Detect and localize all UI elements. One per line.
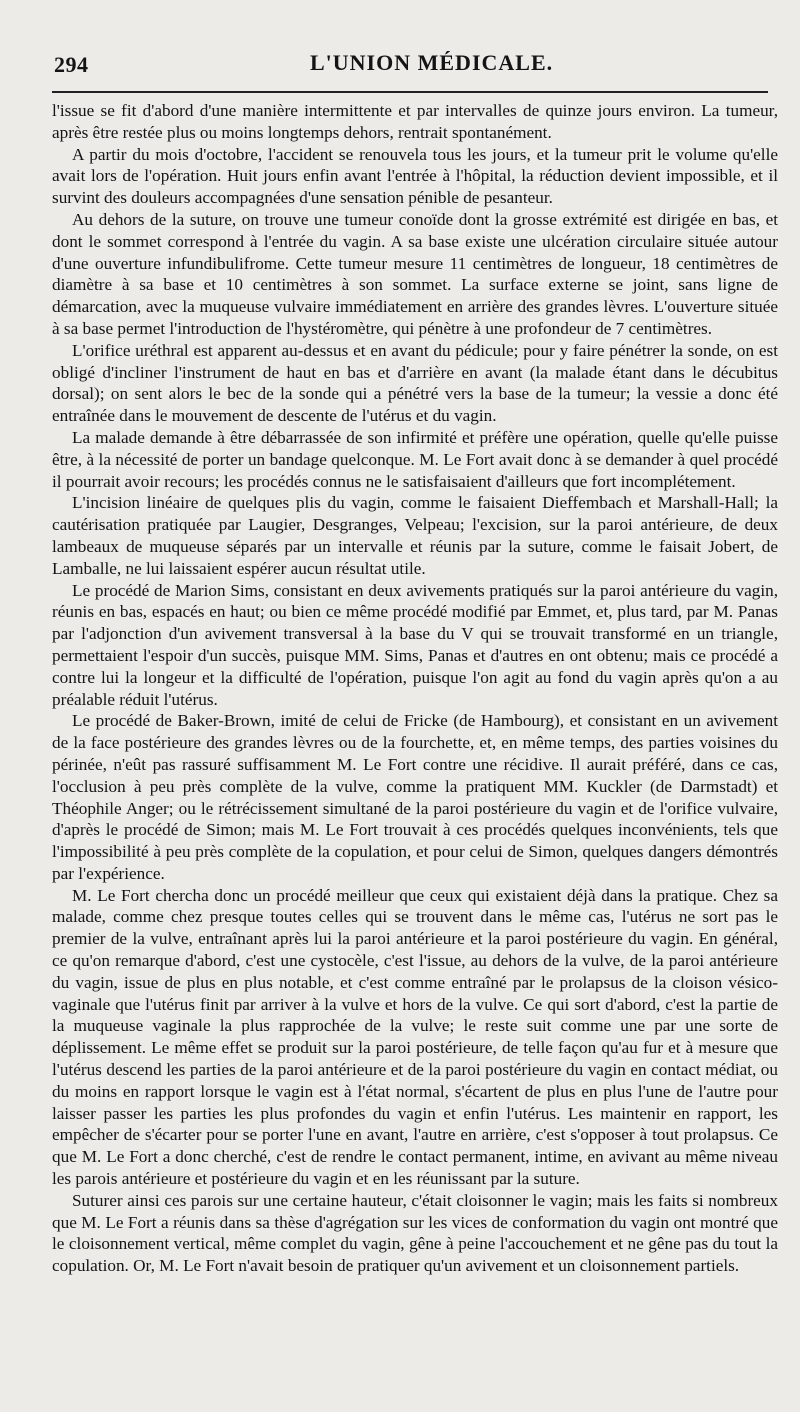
paragraph: La malade demande à être débarrassée de son infirmité et préfère une opération, quelle qu'elle puisse être, à la nécessité de porter un bandage quelconque. M. Le Fort avait donc à se demander à quel procédé il pourrait avoir recours; les procédés connus ne le satisfaisaient d'ailleurs que fort incomplétement. [52,427,778,491]
paragraph: L'incision linéaire de quelques plis du vagin, comme le faisaient Dieffembach et Marshall-Hall; la cautérisation pratiquée par Laugier, Desgranges, Velpeau; l'excision, sur la paroi antérieure, de deux lambeaux de muqueuse séparés par un intervalle et réunis par la suture, comme le faisait Jobert, de Lamballe, ne lui laissaient espérer aucun résultat utile. [52,493,778,578]
paragraph: Le procédé de Marion Sims, consistant en deux avivements pratiqués sur la paroi antérieure du vagin, réunis en bas, espacés en haut; ou bien ce même procédé modifié par Emmet, et, plus tard, par M. Panas par l'adjonction d'un avivement transversal à la base du V qui se trouvait transformé en un triangle, permettaient l'espoir d'un succès, puisque MM. Sims, Panas et d'autres en ont obtenu; mais ce procédé a contre lui la longeur et la difficulté de l'opération, puisque l'on agit au fond du vagin après qu'on a au préalable réduit l'utérus. [52,580,778,709]
page-number: 294 [54,52,89,77]
paragraph: l'issue se fit d'abord d'une manière intermittente et par intervalles de quinze jours environ. La tumeur, après être restée plus ou moins longtemps dehors, rentrait spontanément. [52,101,778,142]
running-title: L'UNION MÉDICALE. [310,50,554,75]
paragraph: Le procédé de Baker-Brown, imité de celui de Fricke (de Hambourg), et consistant en un avivement de la face postérieure des grandes lèvres ou de la fourchette, et, en même temps, des parties voisines du périnée, n'eût pas rassuré suffisamment M. Le Fort contre une récidive. Il aurait préféré, dans ce cas, l'occlusion à peu près complète de la vulve, comme la pratiquent MM. Kuckler (de Darmstadt) et Théophile Anger; ou le rétrécissement simultané de la paroi postérieure du vagin et de l'orifice vulvaire, d'après le procédé de Simon; mais M. Le Fort trouvait à ces procédés quelques inconvénients, tels que l'impossibilité à peu près complète de la copulation, et pour celui de Simon, quelques dangers démontrés par l'expérience. [52,711,778,883]
paragraph: L'orifice uréthral est apparent au-dessus et en avant du pédicule; pour y faire pénétrer la sonde, on est obligé d'incliner l'instrument de haut en bas et d'arrière en avant (la malade étant dans le décubitus dorsal); on sent alors le bec de la sonde qui a pénétré vers la base de la tumeur; la vessie a donc été entraînée dans le mouvement de descente de l'utérus et du vagin. [52,340,778,426]
page-header [52,0,778,86]
paragraph: Au dehors de la suture, on trouve une tumeur conoïde dont la grosse extrémité est dirigée en bas, et dont le sommet correspond à l'entrée du vagin. A sa base existe une ulcération circulaire située autour d'une ouverture infundibulifrome. Cette tumeur mesure 11 centimètres de longueur, 18 centimètres de diamètre à sa base et 10 centimètres à son sommet. La surface externe se joint, sans ligne de démarcation, avec la muqueuse vulvaire immédiatement en arrière des grandes lèvres. L'ouverture située à sa base permet l'introduction de l'hystéromètre, qui pénètre à une profondeur de 7 centimètres. [52,209,778,338]
header-rule [52,91,768,93]
body-text [52,86,778,1277]
paragraph: A partir du mois d'octobre, l'accident se renouvela tous les jours, et la tumeur prit le volume qu'elle avait lors de l'opération. Huit jours enfin avant l'entrée à l'hôpital, la réduction devient impossible, et il survint des douleurs accompagnées d'une sensation pénible de pesanteur. [52,144,778,208]
paragraph: M. Le Fort chercha donc un procédé meilleur que ceux qui existaient déjà dans la pratique. Chez sa malade, comme chez presque toutes celles qui se trouvent dans le même cas, l'utérus ne sort pas le premier de la vulve, entraînant après lui la paroi antérieure et la paroi postérieure du vagin. En général, ce qu'on remarque d'abord, c'est une cystocèle, c'est l'issue, au dehors de la vulve, de la paroi antérieure du vagin, issue de plus en plus notable, et c'est comme entraîné par le prolapsus de la cloison vésico-vaginale que l'utérus finit par arriver à la vulve et hors de la vulve. Ce qui sort d'abord, c'est la partie de la muqueuse vaginale la plus rapprochée de la vulve; le reste suit comme une par une sorte de déplissement. Le même effet se produit sur la paroi postérieure, de telle façon qu'au fur et à mesure que l'utérus descend les parties de la paroi antérieure et de la paroi postérieure du vagin en contact médiat, ou du moins en rapport lorsque le vagin est à l'état normal, s'écartent de plus en plus l'une de l'autre pour laisser passer les parties les plus profondes du vagin et enfin l'utérus. Les maintenir en rapport, les empêcher de s'écarter pour se porter l'une en avant, l'autre en arrière, c'est s'opposer à tout prolapsus. Ce que M. Le Fort a donc cherché, c'est de rendre le contact permanent, intime, en avivant au même niveau les parois antérieure et postérieure du vagin et en les réunissant par la suture. [52,885,778,1189]
paragraph: Suturer ainsi ces parois sur une certaine hauteur, c'était cloisonner le vagin; mais les faits si nombreux que M. Le Fort a réunis dans sa thèse d'agrégation sur les vices de conformation du vagin ont montré que le cloisonnement vertical, même complet du vagin, gêne à peine l'accouchement et ne gêne pas du tout la copulation. Or, M. Le Fort n'avait besoin de pratiquer qu'un avivement et un cloisonnement partiels. [52,1190,778,1276]
